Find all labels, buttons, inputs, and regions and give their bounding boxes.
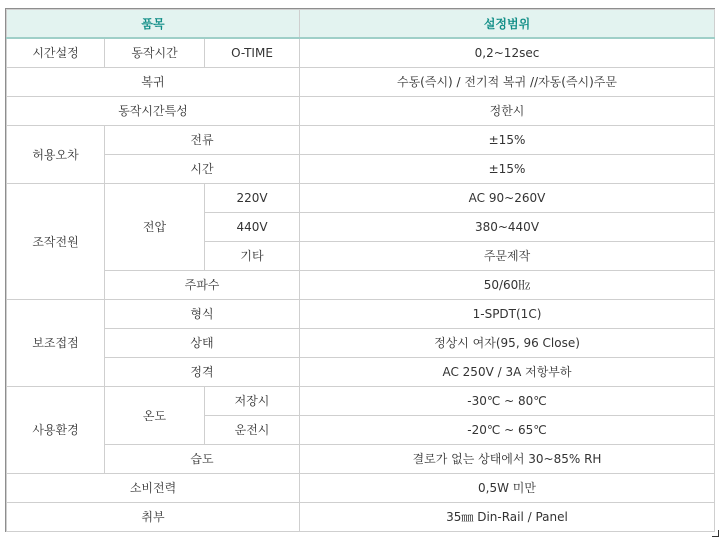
row-value: 수동(즉시) / 전기적 복귀 //자동(즉시)주문 — [300, 68, 715, 97]
row-value: 35㎜ Din-Rail / Panel — [300, 503, 715, 532]
row-value: 주문제작 — [300, 242, 715, 271]
row-label: O-TIME — [205, 38, 300, 68]
row-value: -20℃ ~ 65℃ — [300, 416, 715, 445]
row-value: 정한시 — [300, 97, 715, 126]
row-value: 정상시 여자(95, 96 Close) — [300, 329, 715, 358]
row-label: 정격 — [105, 358, 300, 387]
subgroup-label: 전압 — [105, 184, 205, 271]
row-label: 형식 — [105, 300, 300, 329]
table-row — [7, 503, 715, 532]
row-label: 소비전력 — [7, 474, 300, 503]
row-label: 습도 — [105, 445, 300, 474]
table-row — [7, 329, 715, 358]
resize-corner-mark — [712, 530, 719, 537]
row-label: 복귀 — [7, 68, 300, 97]
table-header-row — [7, 10, 715, 39]
table-row — [7, 126, 715, 155]
table-row — [7, 474, 715, 503]
row-label: 동작시간특성 — [7, 97, 300, 126]
subgroup-label: 온도 — [105, 387, 205, 445]
table-row — [7, 387, 715, 416]
row-label: 주파수 — [105, 271, 300, 300]
row-label: 저장시 — [205, 387, 300, 416]
row-label: 440V — [205, 213, 300, 242]
row-value: 380~440V — [300, 213, 715, 242]
row-value: 0,2~12sec — [300, 38, 715, 68]
table-row — [7, 68, 715, 97]
table-row — [7, 445, 715, 474]
row-value: 1-SPDT(1C) — [300, 300, 715, 329]
table-row — [7, 184, 715, 213]
row-value: AC 90~260V — [300, 184, 715, 213]
row-value: AC 250V / 3A 저항부하 — [300, 358, 715, 387]
row-value: 50/60㎐ — [300, 271, 715, 300]
row-value: 결로가 없는 상태에서 30~85% RH — [300, 445, 715, 474]
table-row — [7, 38, 715, 68]
row-value: ±15% — [300, 155, 715, 184]
spec-table-frame — [5, 8, 715, 532]
row-label: 상태 — [105, 329, 300, 358]
row-value: ±15% — [300, 126, 715, 155]
table-row — [7, 271, 715, 300]
group-label: 사용환경 — [7, 387, 105, 474]
row-label: 시간 — [105, 155, 300, 184]
table-row — [7, 358, 715, 387]
table-row — [7, 155, 715, 184]
row-label: 전류 — [105, 126, 300, 155]
group-label: 조작전원 — [7, 184, 105, 300]
row-label: 기타 — [205, 242, 300, 271]
header-item: 품목 — [7, 10, 300, 39]
group-label: 허용오차 — [7, 126, 105, 184]
row-value: -30℃ ~ 80℃ — [300, 387, 715, 416]
row-label: 동작시간 — [105, 38, 205, 68]
row-label: 운전시 — [205, 416, 300, 445]
row-label: 취부 — [7, 503, 300, 532]
header-range: 설정범위 — [300, 10, 715, 39]
row-value: 0,5W 미만 — [300, 474, 715, 503]
table-row — [7, 300, 715, 329]
spec-table — [6, 9, 715, 532]
row-label: 220V — [205, 184, 300, 213]
group-label: 보조접점 — [7, 300, 105, 387]
row-label: 시간설정 — [7, 38, 105, 68]
table-row — [7, 97, 715, 126]
